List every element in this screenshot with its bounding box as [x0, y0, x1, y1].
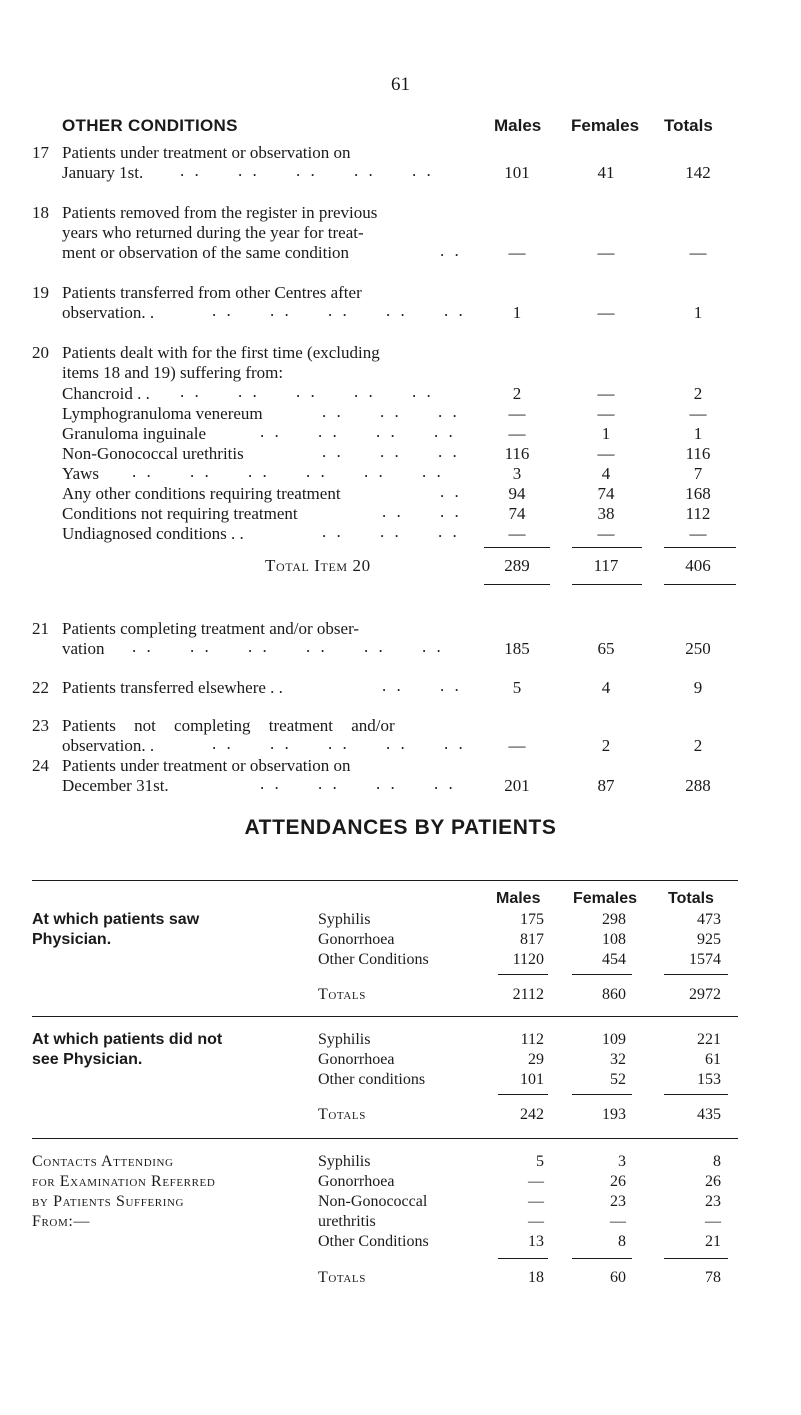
condition-label: Any other conditions requiring treatment — [62, 484, 341, 503]
divider — [498, 1258, 548, 1259]
item-text: observation. . — [62, 303, 155, 322]
category-label: Syphilis — [318, 911, 371, 928]
category-label: Other conditions — [318, 1071, 426, 1088]
leader-dots: . . — [440, 241, 462, 260]
divider — [572, 1094, 632, 1095]
item-number: 17 — [32, 143, 49, 162]
leader-dots: . . . . . . . . . . . . — [132, 462, 444, 481]
leader-dots: . . . . . . — [322, 522, 460, 541]
category-label: Gonorrhoea — [318, 1051, 395, 1068]
item-text: Patients transferred elsewhere . . — [62, 678, 283, 697]
column-header-females: Females — [571, 116, 640, 135]
item-text: vation — [62, 639, 105, 658]
item-text: Patients not completing treatment and/or — [62, 716, 395, 735]
category-label: Other Conditions — [318, 1233, 429, 1250]
item-text: January 1st. — [62, 163, 144, 182]
item-text: items 18 and 19) suffering from: — [62, 363, 284, 382]
item-number: 21 — [32, 619, 49, 638]
condition-label: Granuloma inguinale — [62, 424, 206, 443]
divider — [32, 1016, 738, 1017]
page-number: 61 — [391, 74, 410, 95]
item-number: 24 — [32, 756, 49, 775]
totals-label: Totals — [318, 1106, 366, 1123]
condition-label: Conditions not requiring treatment — [62, 504, 298, 523]
divider — [664, 1258, 728, 1259]
attendances-column-header-totals: Totals — [668, 890, 714, 907]
divider — [572, 1258, 632, 1259]
leader-dots: . . . . . . . . — [260, 774, 456, 793]
leader-dots: . . . . . . . . — [260, 422, 456, 441]
condition-label: Chancroid . . — [62, 384, 150, 403]
section-label: Contacts Attending — [32, 1153, 174, 1170]
divider — [32, 1138, 738, 1139]
condition-label: Undiagnosed conditions . . — [62, 524, 244, 543]
divider — [664, 974, 728, 975]
divider — [498, 1094, 548, 1095]
condition-label: Lymphogranuloma venereum — [62, 404, 263, 423]
divider — [664, 1094, 728, 1095]
item-text: years who returned during the year for treat- — [62, 223, 364, 242]
divider — [664, 547, 736, 548]
item-number: 18 — [32, 203, 49, 222]
condition-label: Yaws — [62, 464, 100, 483]
leader-dots: . . . . . . . . . . — [180, 382, 434, 401]
item-text: observation. . — [62, 736, 155, 755]
leader-dots: . . — [440, 482, 462, 501]
category-label: Syphilis — [318, 1031, 371, 1048]
leader-dots: . . . . . . . . . . — [212, 734, 466, 753]
leader-dots: . . . . . . — [322, 442, 460, 461]
divider — [572, 547, 642, 548]
section-label: see Physician. — [32, 1051, 143, 1068]
column-header-totals: Totals — [664, 116, 713, 135]
attendances-column-header-males: Males — [496, 890, 541, 907]
section-label: Physician. — [32, 931, 112, 948]
attendances-title: ATTENDANCES BY PATIENTS — [244, 816, 557, 839]
item-number: 20 — [32, 343, 49, 362]
item-text: Patients transferred from other Centres after — [62, 283, 362, 302]
condition-label: Non-Gonococcal urethritis — [62, 444, 244, 463]
item-text: Patients removed from the register in previous — [62, 203, 378, 222]
category-label: Non-Gonococcal — [318, 1193, 428, 1210]
item-text: Patients under treatment or observation on — [62, 143, 351, 162]
item-text: Patients dealt with for the first time (excluding — [62, 343, 380, 362]
category-label: Gonorrhoea — [318, 931, 395, 948]
category-label: Other Conditions — [318, 951, 429, 968]
section-label: At which patients did not — [32, 1031, 223, 1048]
totals-label: Totals — [318, 1269, 366, 1286]
item-number: 22 — [32, 678, 49, 697]
section-heading-other-conditions: OTHER CONDITIONS — [62, 116, 238, 135]
category-label: Gonorrhoea — [318, 1173, 395, 1190]
category-label: urethritis — [318, 1213, 376, 1230]
divider — [572, 584, 642, 585]
divider — [484, 547, 550, 548]
item-number: 19 — [32, 283, 49, 302]
item-text: Patients completing treatment and/or obser- — [62, 619, 360, 638]
leader-dots: . . . . . . . . . . — [180, 161, 434, 180]
divider — [484, 584, 550, 585]
leader-dots: . . . . . . . . . . . . — [132, 637, 444, 656]
attendances-column-header-females: Females — [573, 890, 638, 907]
divider — [572, 974, 632, 975]
leader-dots: . . . . . . . . . . — [212, 301, 466, 320]
category-label: Syphilis — [318, 1153, 371, 1170]
divider — [498, 974, 548, 975]
section-label: At which patients saw — [32, 911, 200, 928]
totals-label: Totals — [318, 986, 366, 1003]
divider — [664, 584, 736, 585]
leader-dots: . . . . — [382, 502, 462, 521]
item-text: December 31st. — [62, 776, 169, 795]
item-number: 23 — [32, 716, 49, 735]
leader-dots: . . . . . . — [322, 402, 460, 421]
section-label: From:— — [32, 1213, 91, 1230]
section-label: for Examination Referred — [32, 1173, 216, 1190]
leader-dots: . . . . — [382, 676, 462, 695]
divider — [32, 880, 738, 881]
total-label: Total Item 20 — [265, 556, 371, 575]
section-label: by Patients Suffering — [32, 1193, 185, 1210]
column-header-males: Males — [494, 116, 542, 135]
item-text: ment or observation of the same condition — [62, 243, 350, 262]
item-text: Patients under treatment or observation on — [62, 756, 351, 775]
